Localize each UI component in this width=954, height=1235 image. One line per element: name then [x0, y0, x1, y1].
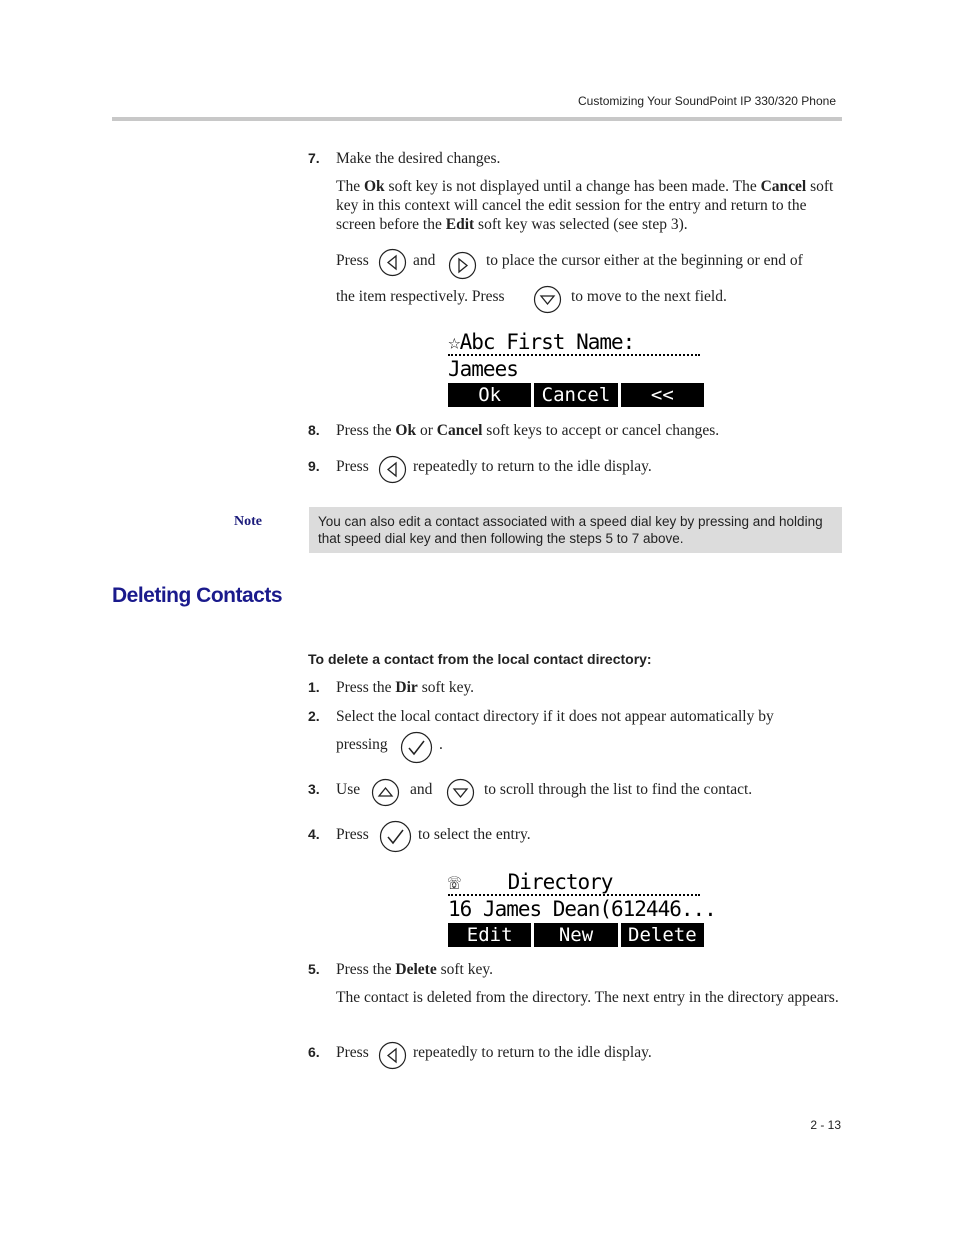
del-step-2-text: Select the local contact directory if it does not appear automatically by — [336, 708, 774, 725]
del-step-5-number: 5. — [308, 961, 320, 977]
del-step-4-number: 4. — [308, 826, 320, 842]
left-arrow-icon — [378, 1041, 407, 1070]
screen-entry: 16 James Dean(612446... — [448, 897, 716, 921]
left-arrow-icon — [378, 248, 407, 277]
left-arrow-icon — [378, 455, 407, 484]
page-number: 2 - 13 — [810, 1118, 841, 1132]
check-icon — [400, 731, 433, 764]
softkey-ok: Ok — [448, 383, 531, 407]
del-step-1-text: Press the Dir soft key. — [336, 679, 475, 696]
running-header: Customizing Your SoundPoint IP 330/320 Phone — [578, 94, 836, 108]
screen-title: ☆Abc First Name: — [448, 330, 635, 354]
del-step-3-number: 3. — [308, 781, 320, 797]
step-7-paragraph: The Ok soft key is not displayed until a change has been made. The Cancel soft key in this context will cancel the edit session for the entry and return to the screen before the Edit soft key was selected (see step 3). — [336, 178, 834, 233]
del-step-6-press: Press — [336, 1044, 369, 1061]
screen-value: Jamees — [448, 357, 518, 381]
del-step-4-tail: to select the entry. — [418, 826, 531, 843]
del-step-2-number: 2. — [308, 708, 320, 724]
step-9-number: 9. — [308, 458, 320, 474]
del-step-3-use: Use — [336, 781, 361, 798]
softkey-delete: Delete — [621, 923, 704, 947]
phone-screen-directory — [448, 870, 716, 947]
step-7-number: 7. — [308, 150, 320, 166]
softkey-new: New — [534, 923, 617, 947]
del-step-2-pressing: pressing — [336, 736, 388, 753]
del-step-6-number: 6. — [308, 1044, 320, 1060]
del-step-2-period: . — [439, 736, 443, 753]
softkey-bar — [448, 923, 704, 947]
note-text: You can also edit a contact associated with a speed dial key by pressing and holding that speed dial key and then following the steps 5 to 7 above. — [318, 514, 823, 546]
step-7-tail-text: to place the cursor either at the beginning or end of — [486, 252, 803, 269]
right-arrow-icon — [448, 251, 477, 280]
note-box — [309, 507, 842, 553]
del-step-4-press: Press — [336, 826, 369, 843]
del-step-5-paragraph: The contact is deleted from the directory. The next entry in the directory appears. — [336, 989, 839, 1006]
step-9-press-label: Press — [336, 458, 369, 475]
step-7-press-label: Press — [336, 252, 369, 269]
down-arrow-icon — [533, 285, 562, 314]
step-7-line2-tail: to move to the next field. — [571, 288, 727, 305]
del-step-3-tail: to scroll through the list to find the contact. — [484, 781, 753, 798]
softkey-back: << — [621, 383, 704, 407]
step-7-and-label: and — [413, 252, 436, 269]
down-arrow-icon — [446, 778, 475, 807]
del-step-6-tail: repeatedly to return to the idle display. — [413, 1044, 652, 1061]
step-9-tail-text: repeatedly to return to the idle display. — [413, 458, 652, 475]
del-step-5-text: Press the Delete soft key. — [336, 961, 493, 978]
procedure-title: To delete a contact from the local contact directory: — [308, 651, 652, 667]
del-step-1-number: 1. — [308, 679, 320, 695]
screen-divider — [448, 894, 700, 896]
softkey-edit: Edit — [448, 923, 531, 947]
check-icon — [379, 820, 412, 853]
del-step-3-and: and — [410, 781, 433, 798]
step-8-number: 8. — [308, 422, 320, 438]
screen-title: Directory — [507, 870, 613, 894]
step-8-text: Press the Ok or Cancel soft keys to accept or cancel changes. — [336, 422, 720, 439]
screen-title-row — [448, 870, 704, 894]
phone-screen-edit — [448, 330, 704, 407]
softkey-bar — [448, 383, 704, 407]
phone-icon: ☏ — [448, 870, 460, 894]
softkey-cancel: Cancel — [534, 383, 617, 407]
up-arrow-icon — [371, 778, 400, 807]
section-title: Deleting Contacts — [112, 584, 283, 607]
header-rule — [112, 117, 842, 121]
note-label: Note — [234, 514, 262, 529]
screen-divider — [448, 354, 700, 356]
step-7-text: Make the desired changes. — [336, 150, 501, 167]
step-7-line2-text: the item respectively. Press — [336, 288, 505, 305]
